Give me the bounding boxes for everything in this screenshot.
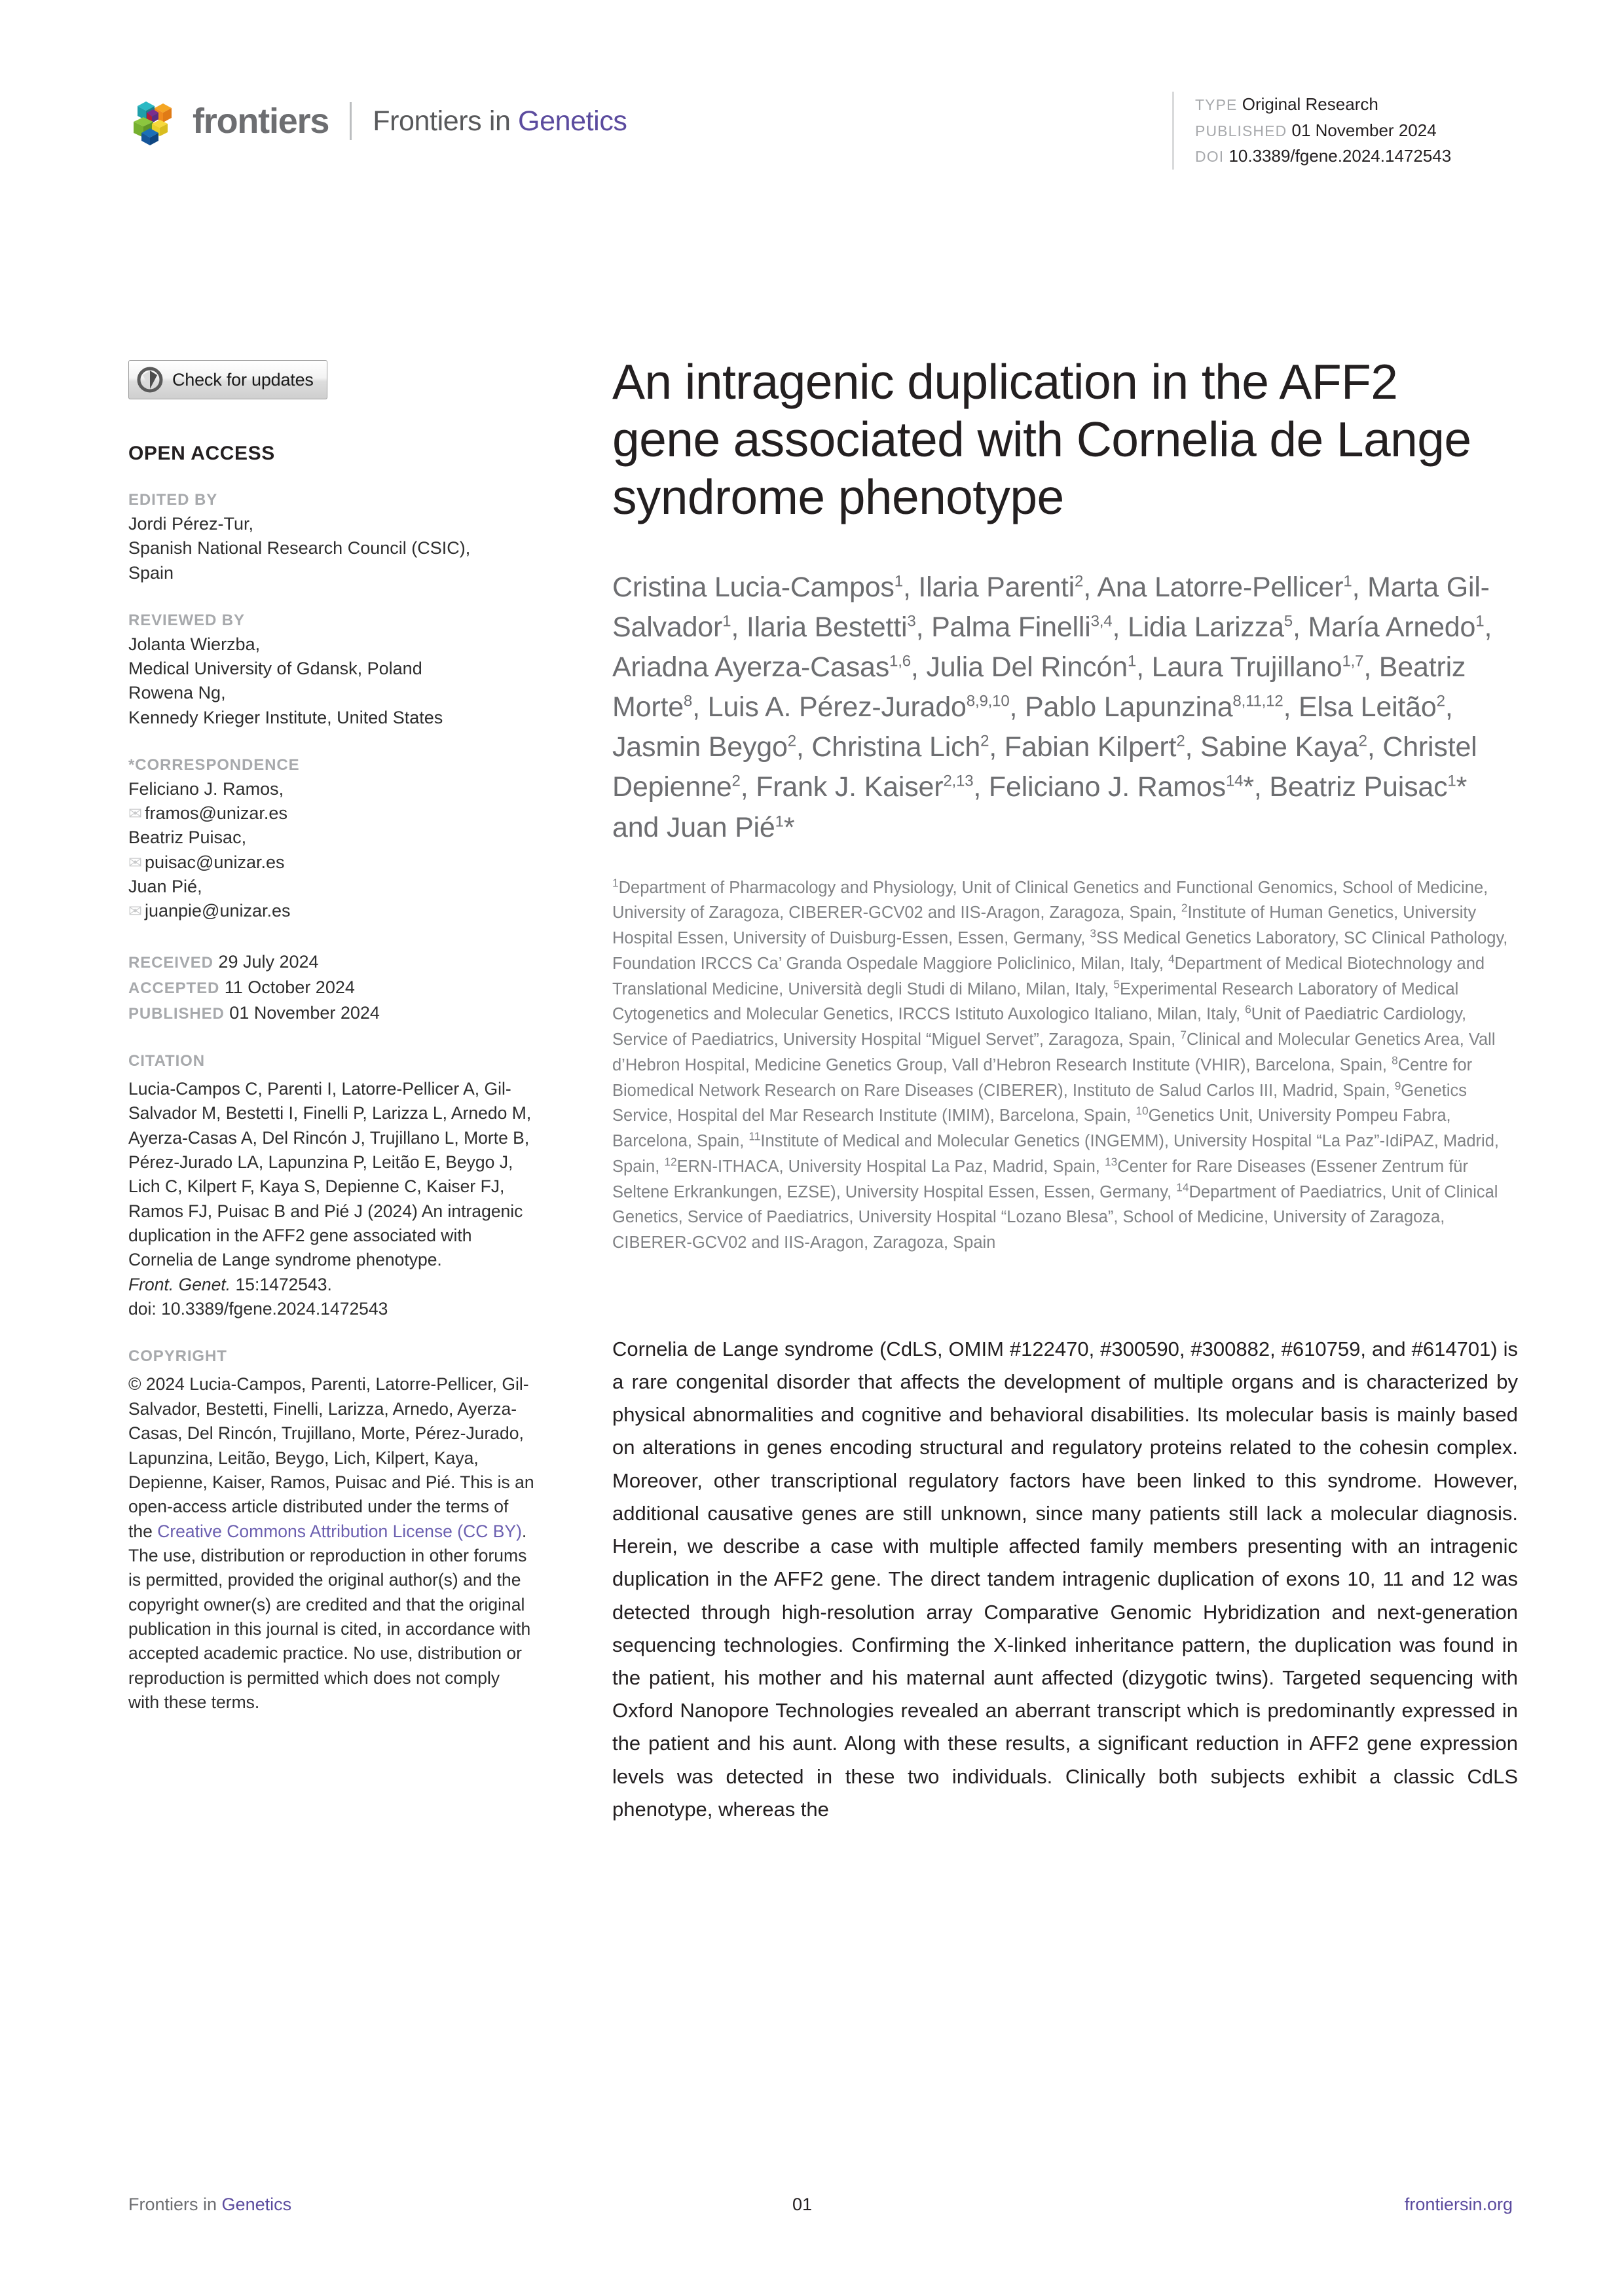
correspondence-name: Feliciano J. Ramos, [128,778,284,799]
footer-website-link[interactable]: frontiersin.org [1404,2195,1513,2214]
meta-doi-value: 10.3389/fgene.2024.1472543 [1228,146,1452,166]
edited-by-line: Spain [128,562,174,583]
article-sidebar [128,360,534,1715]
correspondence-email-row[interactable] [128,801,534,826]
journal-title-accent: Genetics [518,105,627,137]
reviewed-by-block [128,609,534,730]
accepted-value: 11 October 2024 [224,977,355,998]
published-label: PUBLISHED [128,1005,225,1023]
crossmark-icon [137,367,163,393]
publication-metadata [1172,92,1451,170]
footer-journal-prefix: Frontiers in [128,2195,222,2214]
open-access-badge: OPEN ACCESS [128,443,275,464]
reviewed-by-line: Rowena Ng, [128,683,226,703]
received-row [128,949,534,975]
copyright-block [128,1345,534,1715]
meta-type-row [1195,92,1451,118]
correspondence-name: Beatriz Puisac, [128,828,247,848]
copyright-text-part1: © 2024 Lucia-Campos, Parenti, Latorre-Pellicer, Gil-Salvador, Bestetti, Finelli, Larizza, Arnedo, Ayerza-Casas, Del Rincón, Trujillano, Morte, Pérez-Jurado, Lapunzina, Leitão, Beygo, Lich, Kilpert, Kaya, Depienne, Kaiser, Ramos, Puisac and Pié. This is an open-access article distributed under the terms of the [128,1374,534,1541]
frontiers-logo-icon [128,97,175,145]
meta-published-value: 01 November 2024 [1291,120,1437,140]
correspondence-block [128,754,534,924]
correspondence-name: Juan Pié, [128,876,202,896]
page-title: An intragenic duplication in the AFF2 gene associated with Cornelia de Lange syndrome phenotype [612,354,1471,524]
masthead-divider [350,102,352,140]
meta-doi-row [1195,143,1451,170]
article-main-column [612,354,1518,1826]
meta-published-label: PUBLISHED [1195,122,1287,139]
correspondence-label: *CORRESPONDENCE [128,756,300,774]
author-list: Cristina Lucia-Campos$^1$, Ilaria Parenti$^2$, Ana Latorre-Pellicer$^1$, Marta Gil-Salvador$^1$, Ilaria Bestetti$^3$, Palma Finelli$^{3,4}$, Lidia Larizza$^5$, María Arnedo$^1$, Ariadna Ayerza-Casas$^{1,6}$, Julia Del Rincón$^1$, Laura Trujillano$^{1,7}$, Beatriz Morte$^8$, Luis A. Pérez-Jurado$^{8,9,10}$, Pablo Lapunzina$^{8,11,12}$, Elsa Leitão$^2$, Jasmin Beygo$^2$, Christina Lich$^2$, Fabian Kilpert$^2$, Sabine Kaya$^2$, Christel Depienne$^2$, Frank J. Kaiser$^{2,13}$, Feliciano J. Ramos$^{14}$*, Beatriz Puisac$^1$* and Juan Pié$^1$* [612,572,1492,843]
accepted-label: ACCEPTED [128,979,220,998]
frontiers-wordmark: frontiers [193,101,329,141]
copyright-label: COPYRIGHT [128,1347,227,1366]
journal-masthead [128,97,627,145]
citation-block [128,1049,534,1322]
reviewed-by-line: Medical University of Gdansk, Poland [128,659,422,678]
meta-type-label: TYPE [1195,96,1238,113]
correspondence-email[interactable]: juanpie@unizar.es [144,901,291,920]
footer-journal-accent: Genetics [221,2195,292,2214]
envelope-icon: ✉ [128,853,142,872]
correspondence-email[interactable]: framos@unizar.es [144,803,287,823]
citation-doi: doi: 10.3389/fgene.2024.1472543 [128,1299,388,1319]
reviewed-by-line: Kennedy Krieger Institute, United States [128,707,443,727]
citation-authors-title: Lucia-Campos C, Parenti I, Latorre-Pellicer A, Gil-Salvador M, Bestetti I, Finelli P, Larizza L, Arnedo M, Ayerza-Casas A, Del Rincón J, Trujillano L, Morte B, Pérez-Jurado LA, Lapunzina P, Leitão E, Beygo J, Lich C, Kilpert F, Kaya S, Depienne C, Kaiser FJ, Ramos FJ, Puisac B and Pié J (2024) An intragenic duplication in the AFF2 gene associated with Cornelia de Lange syndrome phenotype. [128,1078,532,1270]
citation-volume: 15:1472543. [231,1274,332,1294]
cc-license-link[interactable]: Creative Commons Attribution License (CC BY) [157,1521,522,1541]
correspondence-email-row[interactable] [128,850,534,875]
edited-by-block [128,488,534,585]
affiliation-list: $^1$Department of Pharmacology and Physiology, Unit of Clinical Genetics and Functional Genomics, School of Medicine, University of Zaragoza, CIBERER-GCV02 and IIS-Aragon, Zaragoza, Spain, $^2$Institute of Human Genetics, University Hospital Essen, University of Duisburg-Essen, Essen, Germany, $^3$SS Medical Genetics Laboratory, SC Clinical Pathology, Foundation IRCCS Ca’ Granda Ospedale Maggiore Policlinico, Milan, Italy, $^4$Department of Medical Biotechnology and Translational Medicine, Università degli Studi di Milano, Milan, Italy, $^5$Experimental Research Laboratory of Medical Cytogenetics and Molecular Genetics, IRCCS Istituto Auxologico Italiano, Milan, Italy, $^6$Unit of Paediatric Cardiology, Service of Paediatrics, University Hospital “Miguel Servet”, Zaragoza, Spain, $^7$Clinical and Molecular Genetics Area, Vall d’Hebron Hospital, Medicine Genetics Group, Vall d’Hebron Research Institute (VHIR), Barcelona, Spain, $^8$Centre for Biomedical Network Research on Rare Diseases (CIBERER), Instituto de Salud Carlos III, Madrid, Spain, $^9$Genetics Service, Hospital del Mar Research Institute (IMIM), Barcelona, Spain, $^{10}$Genetics Unit, University Pompeu Fabra, Barcelona, Spain, $^{11}$Institute of Medical and Molecular Genetics (INGEMM), University Hospital “La Paz”-IdiPAZ, Madrid, Spain, $^{12}$ERN-ITHACA, University Hospital La Paz, Madrid, Spain, $^{13}$Center for Rare Diseases (Essener Zentrum für Seltene Erkrankungen, EZSE), University Hospital Essen, Essen, Germany, $^{14}$Department of Paediatrics, Unit of Clinical Genetics, Service of Paediatrics, University Hospital “Lozano Blesa”, School of Medicine, University of Zaragoza, CIBERER-GCV02 and IIS-Aragon, Zaragoza, Spain [612,876,1508,1252]
envelope-icon: ✉ [128,902,142,920]
journal-title [373,107,627,136]
citation-journal: Front. Genet. [128,1274,231,1294]
edited-by-line: Jordi Pérez-Tur, [128,514,254,534]
reviewed-by-line: Jolanta Wierzba, [128,634,261,654]
envelope-icon: ✉ [128,805,142,823]
copyright-text [128,1372,534,1715]
received-value: 29 July 2024 [218,952,319,972]
citation-label: CITATION [128,1051,205,1070]
correspondence-email[interactable]: puisac@unizar.es [144,852,285,872]
reviewed-by-label: REVIEWED BY [128,611,245,629]
citation-text [128,1077,534,1322]
page-number: 01 [792,2195,813,2214]
abstract-text: Cornelia de Lange syndrome (CdLS, OMIM #122470, #300590, #300882, #610759, and #614701) is a rare congenital disorder that affects the development of multiple organs and is characterized by physical abnormalities and cognitive and behavioral disabilities. Its molecular basis is mainly based on alterations in genes encoding structural and regulatory proteins related to the cohesin complex. Moreover, other transcriptional regulatory factors have been linked to this syndrome. However, additional causative genes are still unknown, since many patients still lack a molecular diagnosis. Herein, we describe a case with multiple affected family members presenting with an intragenic duplication in the AFF2 gene. The direct tandem intragenic duplication of exons 10, 11 and 12 was detected through high-resolution array Comparative Genomic Hybridization and next-generation sequencing technologies. Confirming the X-linked inheritance pattern, the duplication was found in the patient, his mother and his maternal aunt affected (dizygotic twins). Targeted sequencing with Oxford Nanopore Technologies revealed an aberrant transcript which is predominantly expressed in the patient and his aunt. Along with these results, a significant reduction in AFF2 gene expression levels was detected in these two individuals. Clinically both subjects exhibit a classic CdLS phenotype, whereas the [612,1337,1518,1821]
edited-by-label: EDITED BY [128,491,218,509]
page-footer [128,2195,1513,2215]
article-dates-block [128,949,534,1026]
journal-title-prefix: Frontiers in [373,105,519,137]
received-label: RECEIVED [128,954,213,972]
accepted-row [128,975,534,1000]
published-row [128,1000,534,1026]
copyright-text-part2: . The use, distribution or reproduction in other forums is permitted, provided the original author(s) and the copyright owner(s) are credited and that the original publication in this journal is cited, in accordance with accepted academic practice. No use, distribution or reproduction is permitted which does not comply with these terms. [128,1521,531,1713]
correspondence-email-row[interactable] [128,899,534,923]
meta-doi-label: DOI [1195,148,1225,166]
check-for-updates-button[interactable] [128,360,327,399]
meta-type-value: Original Research [1242,94,1378,114]
meta-published-row [1195,118,1451,144]
published-value: 01 November 2024 [229,1003,380,1023]
edited-by-line: Spanish National Research Council (CSIC), [128,538,471,558]
check-for-updates-label: Check for updates [172,369,314,390]
